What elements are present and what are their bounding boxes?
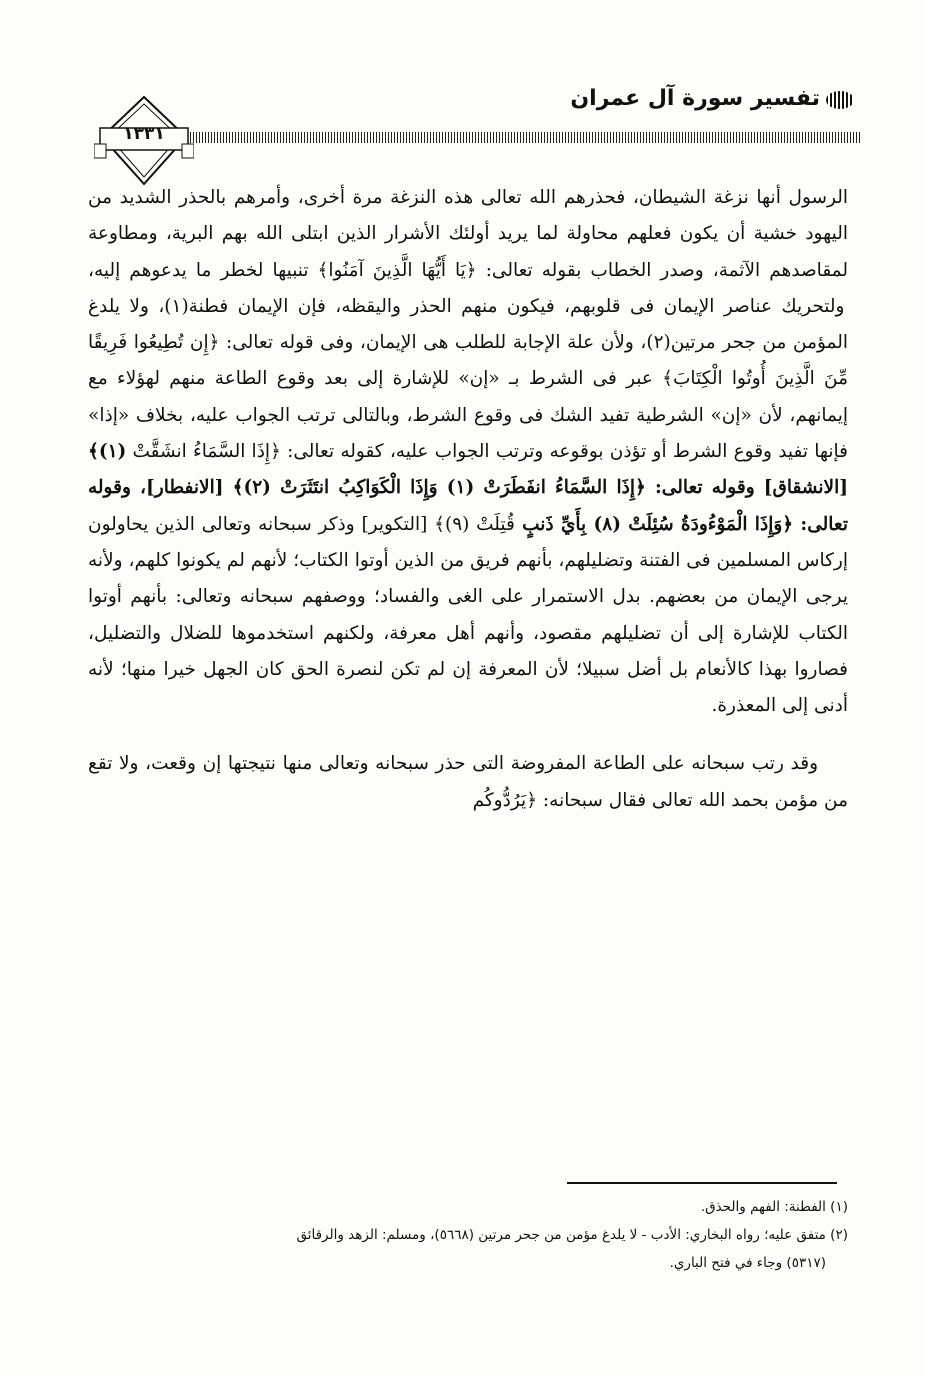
text-line: الذين ابتلى الله بهم البرية، ومطاوعة لمقاصدهم الآثمة، وصدر الخطاب بقوله xyxy=(88,223,849,281)
paragraph-1 xyxy=(88,180,848,724)
text-line: الفتنة وتضليلهم، بأنهم فريق من الذين أوتوا الكتاب؛ لأنهم لم يكونوا كلهم، xyxy=(122,549,681,571)
text-line: الشرط أو تؤذن بوقوعه وترتب الجواب عليه، كقوله تعالى: ﴿إِذَا السَّمَاءُ انشَقَّتْ xyxy=(126,441,728,463)
text-line: تعالى: ﴿يَا أَيُّهَا الَّذِينَ آمَنُوا﴾ تنبيها لخطر ما يدعوهم إليه، ولتحريك عناصر xyxy=(88,259,845,317)
text-line: قُتِلَتْ (٩)﴾ [التكوير] وذكر سبحانه وتعالى الذين يحاولون إركاس المسلمين فى xyxy=(88,513,848,571)
body-text xyxy=(88,180,848,819)
page-number: ١٣٣١ xyxy=(123,124,165,144)
footnote-divider xyxy=(567,1182,837,1184)
text-line: الرسول أنها نزغة الشيطان، فحذرهم الله تعالى هذه النزغة مرة أخرى، وأمرهم xyxy=(226,187,848,208)
text-line: بالحذر الشديد من اليهود خشية أن يكون فعلهم محاولة لما يريد أولئك الأشرار xyxy=(88,187,848,245)
header-rule xyxy=(175,132,860,143)
text-line: انتَثَرَتْ (٢)﴾ [الانفطار]، وقوله تعالى: ﴿وَإِذَا الْمَوْءُودَةُ سُئِلَتْ (٨) بِأَيِّ ذَنبٍ xyxy=(88,477,848,535)
text-line: سبيلا؛ لأن المعرفة إن لم تكن لنصرة الحق كان الجهل خيرا منها؛ لأنه أدنى إلى xyxy=(88,658,848,717)
text-line: وقد رتب سبحانه على الطاعة المفروضة التى حذر سبحانه وتعالى منها xyxy=(275,753,819,775)
text-line: نتيجتها إن وقعت، ولا تقع من مؤمن بحمد الله تعالى فقال سبحانه: ﴿يَرُدُّوكُم xyxy=(88,753,848,811)
footnote-2-continued: (٥٣١٧) وجاء في فتح الباري. xyxy=(669,1255,826,1271)
text-line: الإيمان فى قلوبهم، فيكون منهم الحذر واليقظه، فإن الإيمان فطنة(١)، ولا يلدغ xyxy=(88,295,715,317)
text-line: سبحانه وتعالى: بأنهم أوتوا الكتاب للإشارة إلى أن تضليلهم مقصود، وأنهم أهل xyxy=(88,586,848,644)
page-header xyxy=(80,80,860,190)
text-line: إلى بعد وقوع الطاعة منهم لهؤلاء مع إيمانهم، لأن «إن» الشرطية تفيد الشك فى xyxy=(88,368,848,426)
footnote-2: (٢) متفق عليه؛ رواه البخاري: الأدب - لا يلدغ مؤمن من جحر مرتين (٥٦٦٨)، ومسلم: الزهد والرقائق xyxy=(296,1227,848,1243)
text-line: وقوع الشرط، وبالتالى ترتب الجواب عليه، بخلاف «إذا» فإنها تفيد وقوع xyxy=(88,404,848,463)
title-ornament-icon xyxy=(826,91,854,109)
running-title: تفسير سورة آل عمران xyxy=(570,86,820,111)
text-line: تعالى: ﴿إِن تُطِيعُوا فَرِيقًا مِّنَ الَّذِينَ أُوتُوا الْكِتَابَ﴾ عبر فى الشرط بـ «إن» للإشارة xyxy=(88,332,849,390)
text-line: (١)﴾ [الانشقاق] وقوله تعالى: ﴿إِذَا السَّمَاءُ انفَطَرَتْ (١) وَإِذَا الْكَوَاكِبُ xyxy=(88,441,848,499)
footnote-1: (١) الفطنة: الفهم والحذق. xyxy=(700,1199,848,1215)
paragraph-2 xyxy=(88,746,848,819)
text-line: المعذرة. xyxy=(711,695,777,717)
text-line: ولأنه يرجى الإيمان من بعضهم. بدل الاستمرار على الغى والفساد؛ ووصفهم xyxy=(88,549,849,608)
text-line: معرفة، ولكنهم استخدموها للضلال والتضليل، فصاروا بهذا كالأنعام بل أضل xyxy=(88,622,848,680)
text-line: المؤمن من جحر مرتين(٢)، ولأن علة الإجابة للطلب هى الإيمان، وفى قوله xyxy=(273,332,849,354)
footnotes xyxy=(88,1193,848,1277)
